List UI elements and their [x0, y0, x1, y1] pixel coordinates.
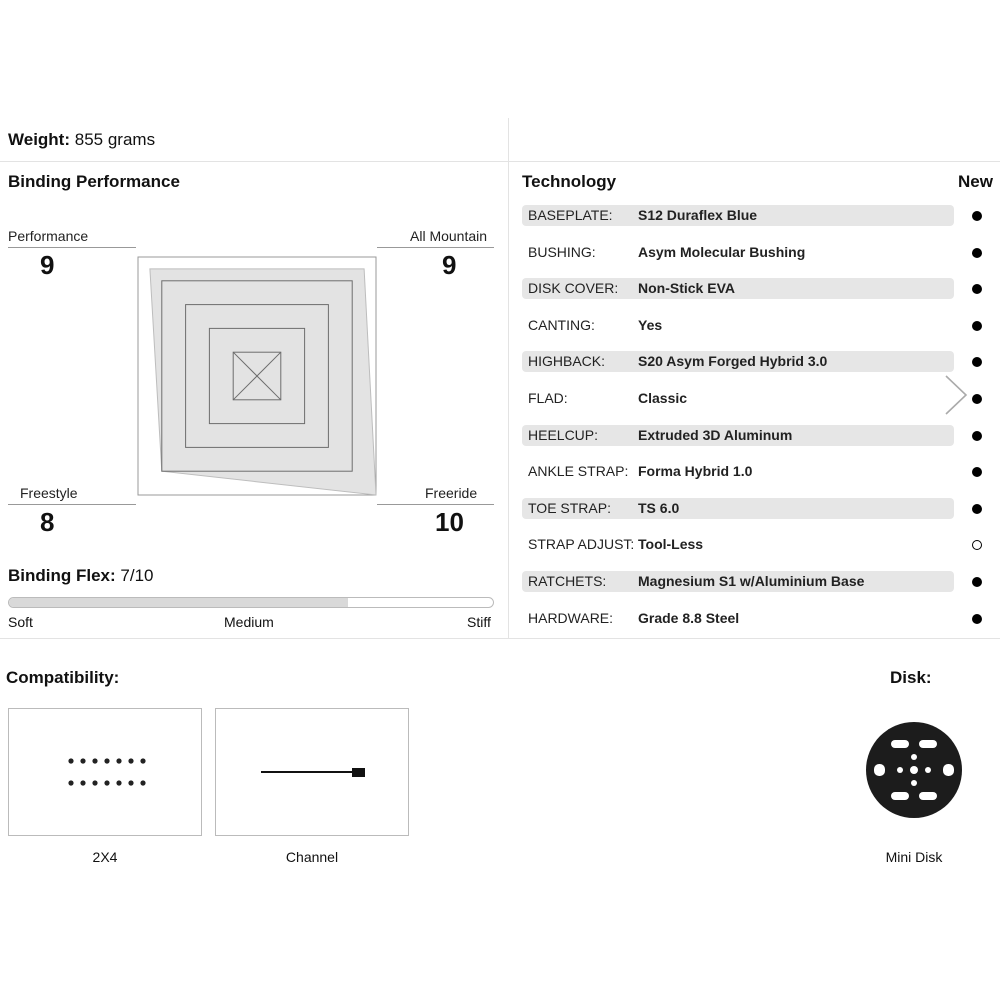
- axis-label-freeride: Freeride: [425, 485, 478, 501]
- technology-value: Grade 8.8 Steel: [638, 610, 740, 626]
- technology-row: [522, 425, 954, 446]
- new-indicator-filled: [972, 431, 982, 441]
- new-column-header: New: [958, 172, 993, 191]
- technology-value: Forma Hybrid 1.0: [638, 463, 753, 479]
- compat-2x4-card: [8, 708, 202, 836]
- technology-value: TS 6.0: [638, 500, 680, 516]
- compat-channel-card: [215, 708, 409, 836]
- new-indicator-filled: [972, 467, 982, 477]
- technology-key: CANTING:: [528, 317, 595, 333]
- new-indicator-filled: [972, 284, 982, 294]
- axis-value-freeride: 10: [435, 507, 464, 537]
- weight-label: Weight:: [8, 130, 71, 149]
- axis-label-all-mountain: All Mountain: [410, 228, 488, 244]
- technology-row: [522, 351, 954, 372]
- technology-row: [522, 608, 954, 629]
- flex-scale-medium: Medium: [224, 614, 274, 630]
- axis-label-freestyle: Freestyle: [20, 485, 78, 501]
- technology-value: Yes: [638, 317, 663, 333]
- technology-key: FLAD:: [528, 390, 568, 406]
- technology-value: Extruded 3D Aluminum: [638, 427, 793, 443]
- technology-row: [522, 571, 954, 592]
- flex-value: 7/10: [120, 566, 154, 585]
- technology-title: Technology: [522, 172, 617, 191]
- technology-value: Magnesium S1 w/Aluminium Base: [638, 573, 865, 589]
- technology-key: HEELCUP:: [528, 427, 599, 443]
- flex-bar-fill: [9, 598, 348, 607]
- technology-key: ANKLE STRAP:: [528, 463, 629, 479]
- new-indicator-filled: [972, 357, 982, 367]
- new-indicator-filled: [972, 504, 982, 514]
- flex-row: [8, 566, 154, 586]
- performance-title: Binding Performance: [8, 172, 180, 191]
- channel-icon: [216, 709, 410, 837]
- weight-value: 855 grams: [74, 130, 156, 149]
- new-indicator-filled: [972, 394, 982, 404]
- technology-key: HARDWARE:: [528, 610, 614, 626]
- axis-label-performance: Performance: [8, 228, 89, 244]
- technology-row: [522, 498, 954, 519]
- new-indicator-filled: [972, 577, 982, 587]
- technology-row: [522, 205, 954, 226]
- compat-2x4-label: 2X4: [92, 849, 118, 865]
- technology-row: [522, 388, 954, 409]
- hole-pattern-2x4-icon: [9, 709, 203, 837]
- flex-label: Binding Flex:: [8, 566, 116, 585]
- chevron-right-icon[interactable]: [942, 374, 972, 416]
- technology-row: [522, 242, 954, 263]
- technology-key: DISK COVER:: [528, 280, 619, 296]
- axis-value-performance: 9: [40, 250, 55, 280]
- flex-bar: [8, 597, 494, 608]
- new-indicator-empty: [972, 540, 982, 550]
- compat-channel-label: Channel: [285, 849, 339, 865]
- technology-value: Classic: [638, 390, 688, 406]
- compatibility-title: Compatibility:: [6, 668, 120, 687]
- technology-value: Asym Molecular Bushing: [638, 244, 806, 260]
- technology-row: [522, 461, 954, 482]
- axis-value-all-mountain: 9: [442, 250, 457, 280]
- flex-scale-stiff: Stiff: [467, 614, 491, 630]
- technology-key: BUSHING:: [528, 244, 596, 260]
- technology-value: Non-Stick EVA: [638, 280, 735, 296]
- new-indicator-filled: [972, 248, 982, 258]
- mini-disk-icon: [864, 720, 964, 820]
- technology-row: [522, 315, 954, 336]
- new-indicator-filled: [972, 321, 982, 331]
- technology-value: S20 Asym Forged Hybrid 3.0: [638, 353, 828, 369]
- technology-key: RATCHETS:: [528, 573, 607, 589]
- disk-label: Mini Disk: [885, 849, 943, 865]
- technology-key: TOE STRAP:: [528, 500, 611, 516]
- technology-row: [522, 278, 954, 299]
- disk-title: Disk:: [890, 668, 932, 687]
- technology-key: STRAP ADJUST:: [528, 536, 635, 552]
- technology-value: Tool-Less: [638, 536, 704, 552]
- technology-row: [522, 534, 954, 555]
- new-indicator-filled: [972, 614, 982, 624]
- technology-key: HIGHBACK:: [528, 353, 606, 369]
- flex-scale-soft: Soft: [8, 614, 33, 630]
- technology-value: S12 Duraflex Blue: [638, 207, 758, 223]
- axis-value-freestyle: 8: [40, 507, 55, 537]
- new-indicator-filled: [972, 211, 982, 221]
- technology-key: BASEPLATE:: [528, 207, 613, 223]
